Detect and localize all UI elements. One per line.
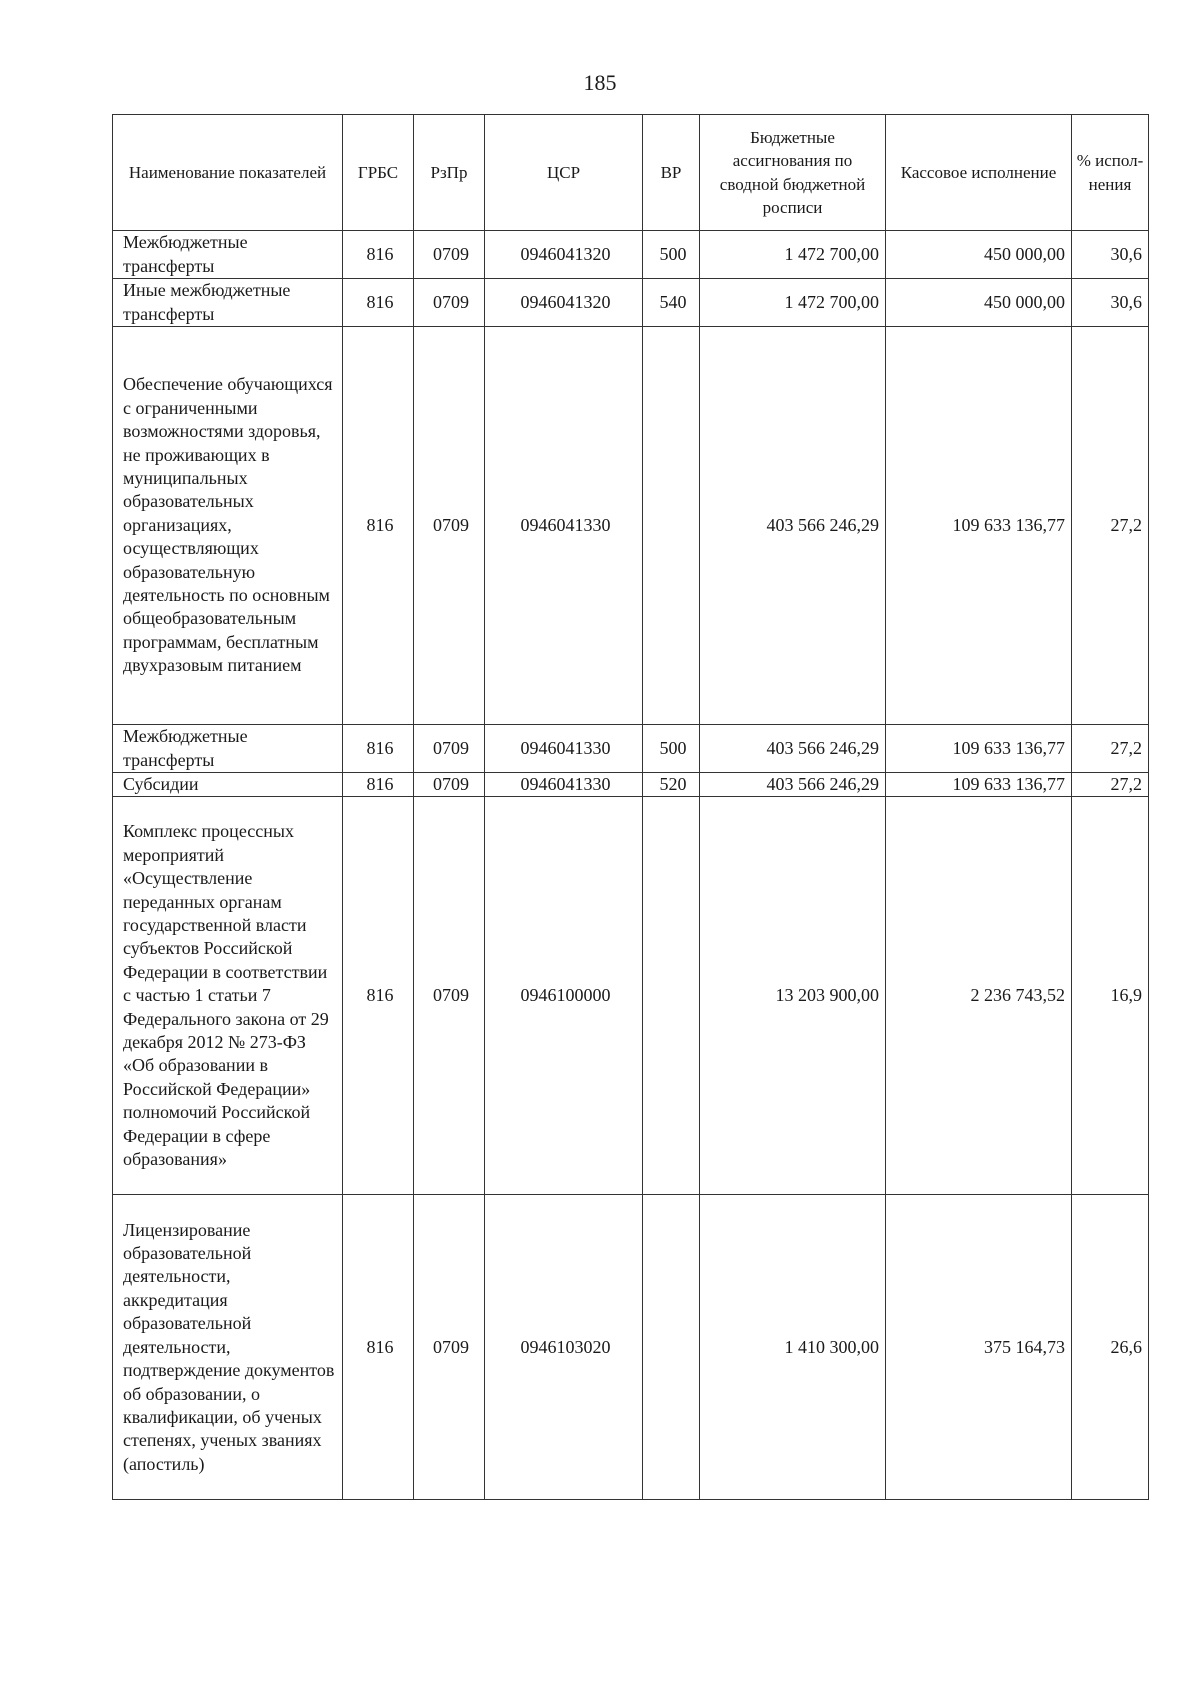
row-rzpr: 0709	[414, 279, 485, 327]
table-row	[113, 797, 1149, 1195]
row-grbs: 816	[343, 1195, 414, 1500]
row-grbs: 816	[343, 279, 414, 327]
row-percent: 27,2	[1072, 773, 1149, 797]
row-percent: 27,2	[1072, 327, 1149, 725]
table-row	[113, 327, 1149, 725]
row-cash-execution: 450 000,00	[886, 231, 1072, 279]
row-assignments: 13 203 900,00	[700, 797, 886, 1195]
row-vr: 540	[643, 279, 700, 327]
header-csr: ЦСР	[485, 115, 643, 231]
row-grbs: 816	[343, 773, 414, 797]
table-row	[113, 231, 1149, 279]
row-percent: 30,6	[1072, 231, 1149, 279]
table-header-row	[113, 115, 1149, 231]
row-assignments: 403 566 246,29	[700, 725, 886, 773]
row-vr	[643, 327, 700, 725]
row-grbs: 816	[343, 231, 414, 279]
row-name: Субсидии	[113, 773, 343, 797]
header-name: Наименование показателей	[113, 115, 343, 231]
row-name: Комплекс процессных мероприятий «Осуществление переданных органам государственной власти субъектов Российской Федерации в соответствии с частью 1 статьи 7 Федерального закона от 29 декабря 2012 № 273-ФЗ «Об образовании в Российской Федерации» полномочий Российской Федерации в сфере образования»	[113, 797, 343, 1195]
row-vr	[643, 797, 700, 1195]
table-row	[113, 725, 1149, 773]
row-assignments: 403 566 246,29	[700, 327, 886, 725]
header-assignments: Бюджетные ассигнования по сводной бюджетной росписи	[700, 115, 886, 231]
row-name: Обеспечение обучающихся с ограниченными возможностями здоровья, не проживающих в муниципальных образовательных организациях, осуществляющих образовательную деятельность по основным общеобразовательным программам, бесплатным двухразовым питанием	[113, 327, 343, 725]
row-vr: 520	[643, 773, 700, 797]
row-vr	[643, 1195, 700, 1500]
row-percent: 16,9	[1072, 797, 1149, 1195]
row-rzpr: 0709	[414, 327, 485, 725]
page-number: 185	[583, 70, 617, 95]
row-vr: 500	[643, 725, 700, 773]
row-cash-execution: 109 633 136,77	[886, 773, 1072, 797]
header-cash-execution: Кассовое исполнение	[886, 115, 1072, 231]
row-assignments: 1 410 300,00	[700, 1195, 886, 1500]
header-rzpr: РзПр	[414, 115, 485, 231]
row-cash-execution: 450 000,00	[886, 279, 1072, 327]
row-name: Межбюджетные трансферты	[113, 725, 343, 773]
row-csr: 0946041320	[485, 231, 643, 279]
row-cash-execution: 109 633 136,77	[886, 725, 1072, 773]
row-name: Межбюджетные трансферты	[113, 231, 343, 279]
row-percent: 27,2	[1072, 725, 1149, 773]
row-rzpr: 0709	[414, 231, 485, 279]
header-grbs: ГРБС	[343, 115, 414, 231]
row-assignments: 1 472 700,00	[700, 279, 886, 327]
row-csr: 0946041330	[485, 725, 643, 773]
row-assignments: 1 472 700,00	[700, 231, 886, 279]
row-name: Лицензирование образовательной деятельности, аккредитация образовательной деятельности, подтверждение документов об образовании, о квалификации, об ученых степенях, ученых званиях (апостиль)	[113, 1195, 343, 1500]
row-csr: 0946103020	[485, 1195, 643, 1500]
header-vr: ВР	[643, 115, 700, 231]
row-csr: 0946041330	[485, 773, 643, 797]
row-percent: 26,6	[1072, 1195, 1149, 1500]
row-csr: 0946041320	[485, 279, 643, 327]
row-rzpr: 0709	[414, 773, 485, 797]
row-assignments: 403 566 246,29	[700, 773, 886, 797]
row-vr: 500	[643, 231, 700, 279]
row-cash-execution: 375 164,73	[886, 1195, 1072, 1500]
table-row	[113, 1195, 1149, 1500]
row-csr: 0946100000	[485, 797, 643, 1195]
table-row	[113, 279, 1149, 327]
row-name: Иные межбюджетные трансферты	[113, 279, 343, 327]
row-grbs: 816	[343, 725, 414, 773]
table-row	[113, 773, 1149, 797]
row-rzpr: 0709	[414, 1195, 485, 1500]
row-grbs: 816	[343, 797, 414, 1195]
header-percent: % испол-нения	[1072, 115, 1149, 231]
row-cash-execution: 2 236 743,52	[886, 797, 1072, 1195]
budget-execution-table	[112, 114, 1149, 1500]
row-csr: 0946041330	[485, 327, 643, 725]
row-grbs: 816	[343, 327, 414, 725]
row-rzpr: 0709	[414, 725, 485, 773]
row-rzpr: 0709	[414, 797, 485, 1195]
row-cash-execution: 109 633 136,77	[886, 327, 1072, 725]
row-percent: 30,6	[1072, 279, 1149, 327]
